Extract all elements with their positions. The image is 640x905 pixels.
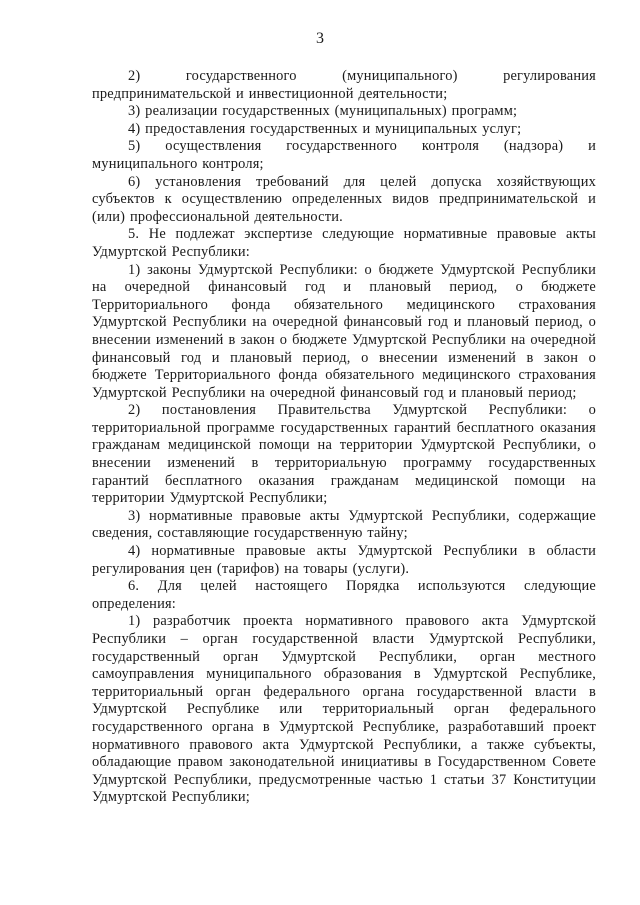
paragraph-item-4-services: 4) предоставления государственных и муниципальных услуг; [128,120,522,137]
paragraph-laws-budget: 1) законы Удмуртской Республики: о бюджете Удмуртской Республики на очередной финансовый год и плановый период, о бюджете Территориального фонда обязательного медицинского страхования Удмуртской Республики на очередной финансовый год и плановый период, о внесении изменений в закон о бюджете Удмуртской Республики на очередной финансовый год и плановый период, о внесении изменений в закон о бюджете Территориального фонда обязательного медицинского страхования Удмуртской Республики на очередной финансовый год и плановый период; [92,261,596,401]
paragraph-government-resolutions: 2) постановления Правительства Удмуртской Республики: о территориальной программе государственных гарантий бесплатного оказания гражданам медицинской помощи на территории Удмуртской Республики, о внесении изменений в территориальную программу государственных гарантий бесплатного оказания гражданам медицинской помощи на территории Удмуртской Республики; [92,402,596,507]
document-body [92,68,596,807]
paragraph-item-3-programs: 3) реализации государственных (муниципальных) программ; [128,103,518,120]
paragraph-section-6-definitions: 6. Для целей настоящего Порядка используются следующие определения: [92,578,596,612]
paragraph-item-2-regulation: 2) государственного (муниципального) регулирования предпринимательской и инвестиционной деятельности; [92,68,596,102]
paragraph-price-regulation-acts: 4) нормативные правовые акты Удмуртской Республики в области регулирования цен (тарифов) на товары (услуги). [92,543,596,577]
paragraph-item-5-control: 5) осуществления государственного контроля (надзора) и муниципального контроля; [92,138,596,172]
paragraph-state-secret-acts: 3) нормативные правовые акты Удмуртской Республики, содержащие сведения, составляющие государственную тайну; [92,507,596,542]
page-number: 3 [316,30,324,47]
paragraph-developer-definition: 1) разработчик проекта нормативного правового акта Удмуртской Республики – орган государственной власти Удмуртской Республики, государственный орган Удмуртской Республики, орган местного самоуправления муниципального образования в Удмуртской Республике, территориальный орган федерального органа государственной власти в Удмуртской Республике или территориальный орган федерального государственного органа в Удмуртской Республике, разработавший проект нормативного правового акта Удмуртской Республики, а также субъекты, обладающие правом законодательной инициативы в Государственном Совете Удмуртской Республики, предусмотренные частью 1 статьи 37 Конституции Удмуртской Республики; [92,613,596,806]
paragraph-item-6-requirements: 6) установления требований для целей допуска хозяйствующих субъектов к осуществлению определенных видов предпринимательской и (или) профессиональной деятельности. [92,173,596,225]
paragraph-section-5-heading: 5. Не подлежат экспертизе следующие нормативные правовые акты Удмуртской Республики: [92,226,596,260]
